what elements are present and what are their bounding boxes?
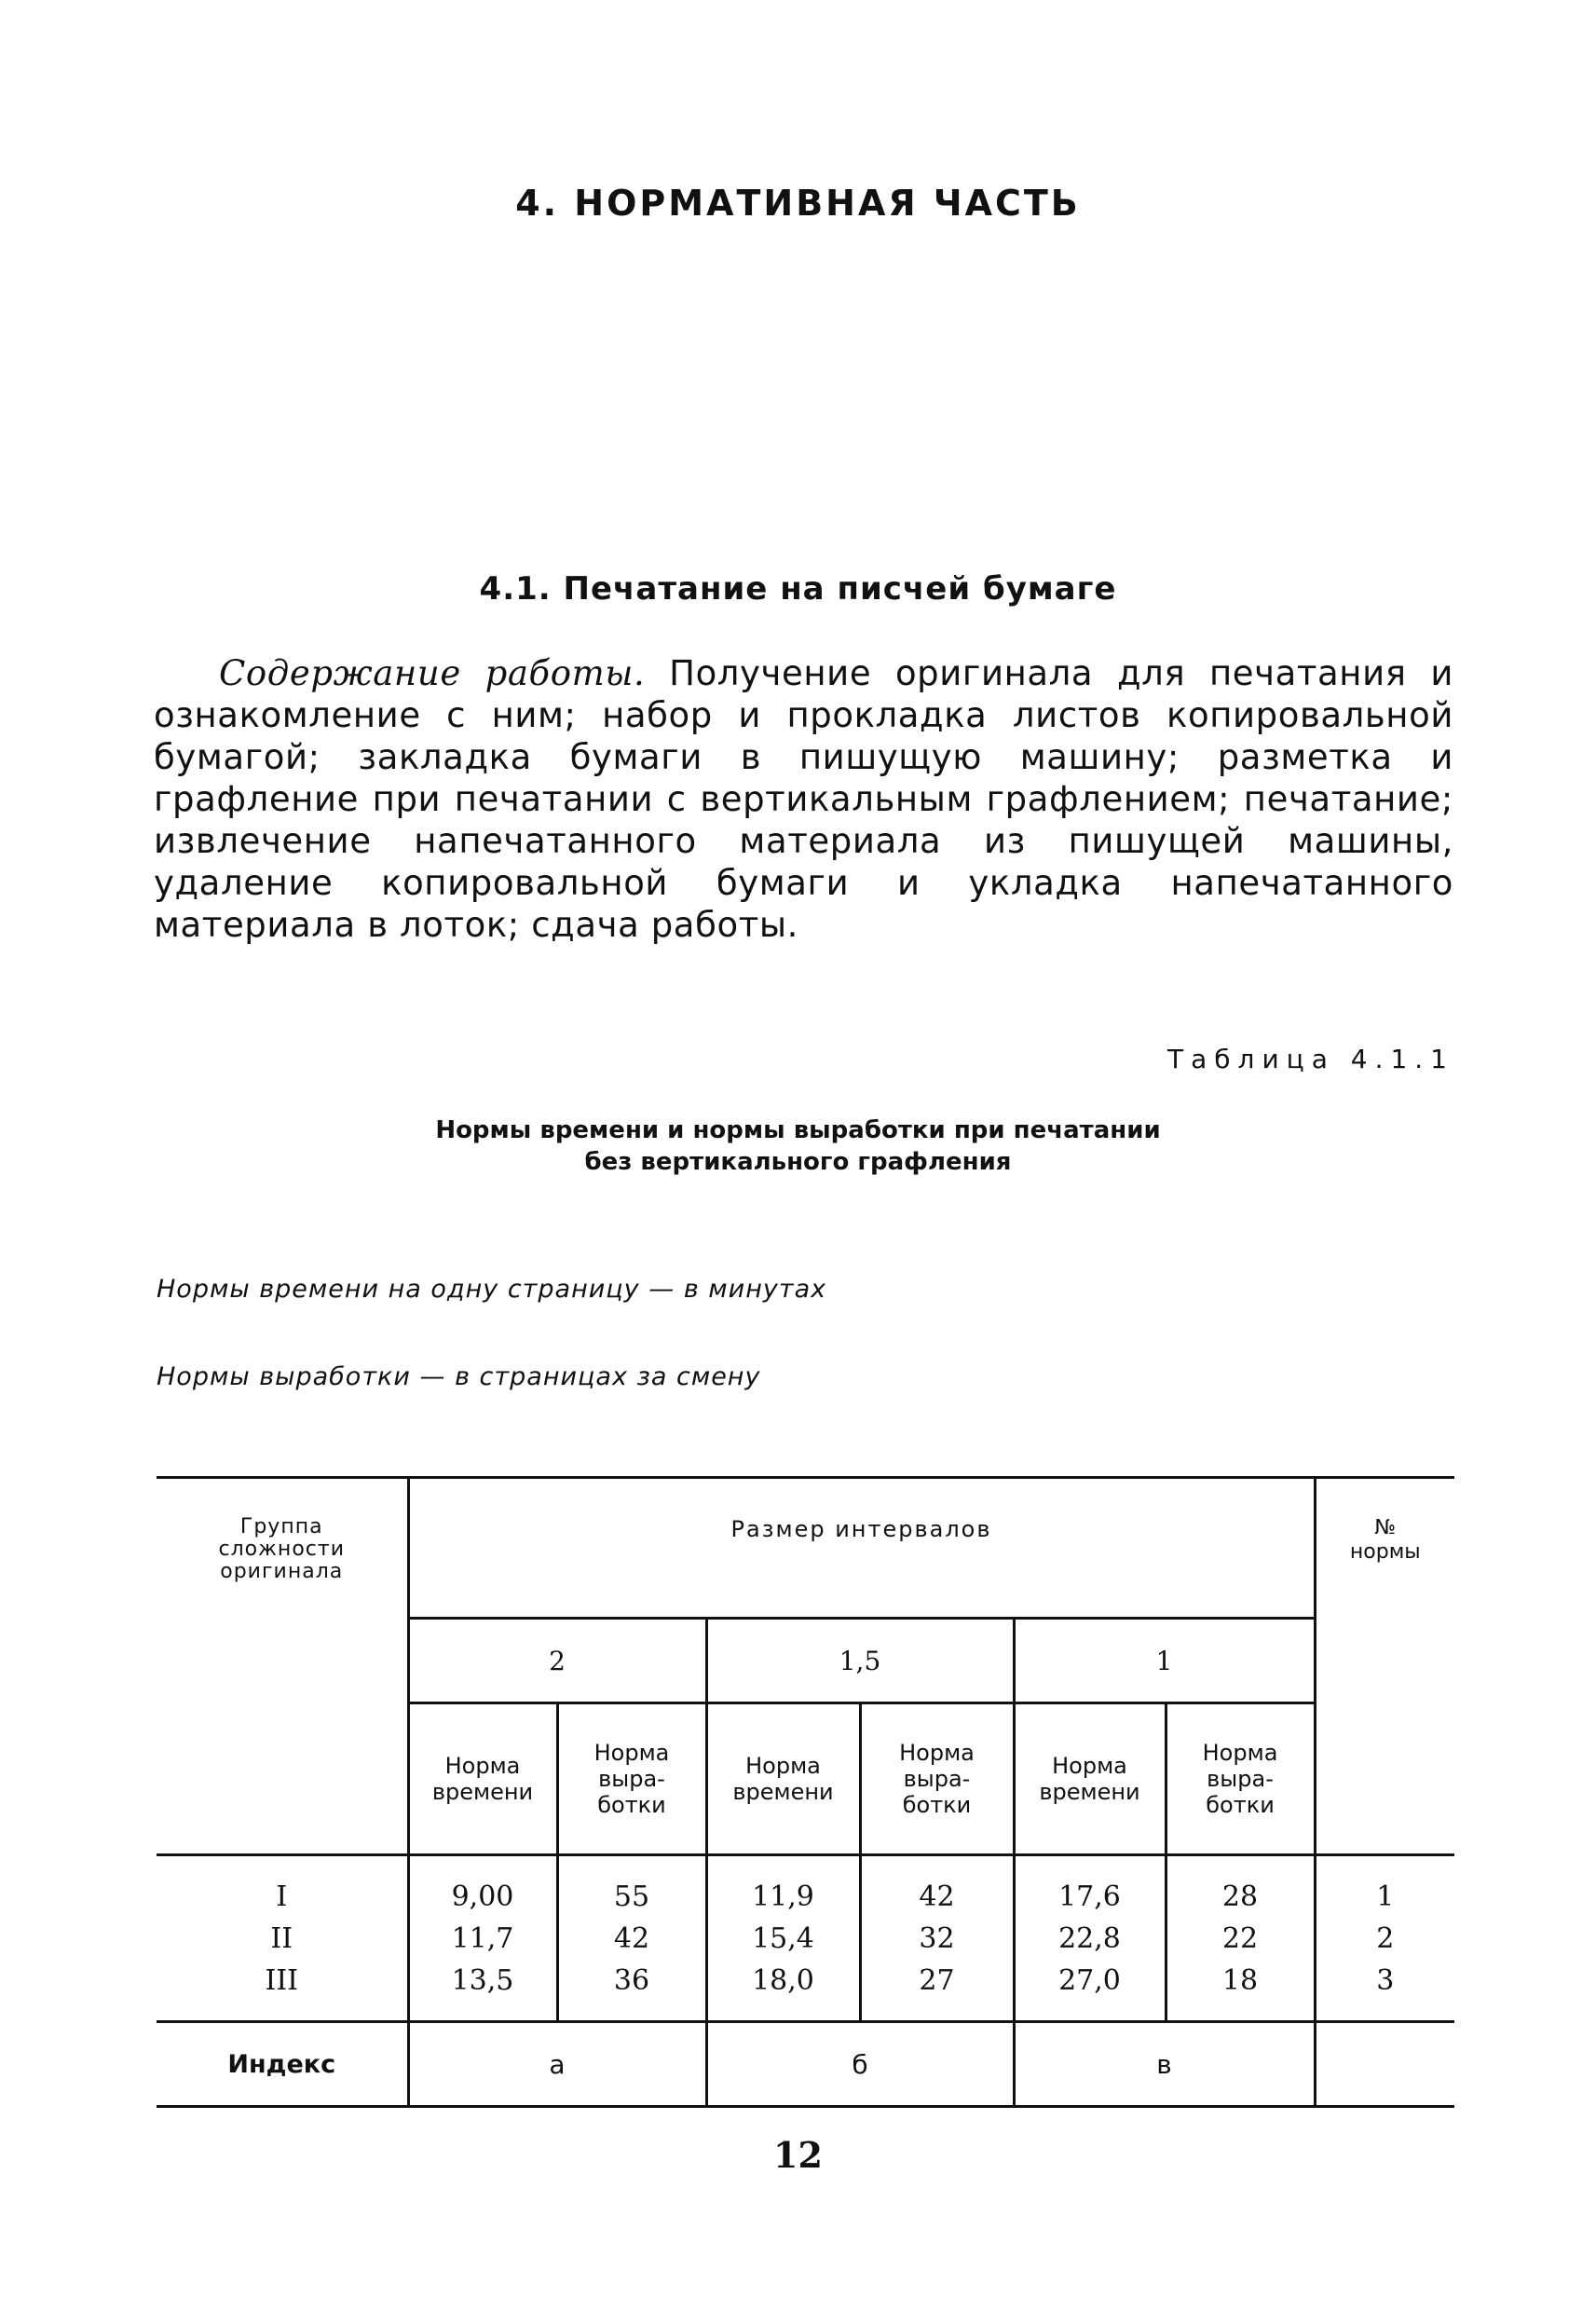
header-time-line-2: времени (431, 1779, 534, 1805)
value-cell: 42 (919, 1880, 955, 1913)
value-cell: 9,00 (451, 1880, 514, 1913)
norm-number-column (1315, 1855, 1454, 2022)
header-group-line-1: Группа (239, 1515, 323, 1538)
header-interval-2: 2 (408, 1619, 706, 1703)
index-row (157, 2022, 1454, 2107)
index-value-a: а (408, 2022, 706, 2107)
header-time-line-2: времени (1039, 1779, 1140, 1805)
header-output-line-1: Норма (593, 1740, 670, 1766)
header-output-norm (1166, 1703, 1315, 1855)
output-1-5-column (860, 1855, 1014, 2022)
time-1-column (1014, 1855, 1166, 2022)
header-output-line-2: выра- (1207, 1766, 1274, 1792)
value-cell: 28 (1221, 1880, 1259, 1913)
group-cell: II (270, 1921, 293, 1955)
page-number: 12 (773, 2134, 823, 2176)
value-cell: 18,0 (752, 1963, 814, 1997)
value-cell: 27,0 (1058, 1963, 1121, 1997)
data-row (157, 1855, 1454, 2022)
header-output-line-1: Норма (1202, 1740, 1278, 1766)
chapter-title: 4. НОРМАТИВНАЯ ЧАСТЬ (515, 183, 1081, 224)
header-norm-number (1315, 1478, 1454, 1855)
header-norm-number-line-1: № (1374, 1516, 1397, 1539)
index-label: Индекс (157, 2022, 408, 2107)
value-cell: 1 (1376, 1880, 1395, 1913)
value-cell: 2 (1376, 1921, 1395, 1955)
time-1-5-column (706, 1855, 860, 2022)
header-group-line-3: оригинала (220, 1560, 344, 1583)
output-1-column (1166, 1855, 1315, 2022)
time-unit-note: Нормы времени на одну страницу — в минутах (157, 1275, 827, 1304)
header-output-line-3: ботки (597, 1792, 666, 1818)
header-output-line-2: выра- (598, 1766, 665, 1792)
value-cell: 42 (613, 1921, 650, 1955)
header-output-line-2: выра- (903, 1766, 971, 1792)
value-cell: 55 (613, 1880, 650, 1913)
value-cell: 22 (1221, 1921, 1259, 1955)
time-2-column (408, 1855, 557, 2022)
header-time-line-2: времени (732, 1779, 834, 1805)
section-title: 4.1. Печатание на писчей бумаге (479, 570, 1117, 608)
index-empty-cell (1315, 2022, 1454, 2107)
header-interval-1-5: 1,5 (706, 1619, 1014, 1703)
output-2-column (557, 1855, 706, 2022)
index-value-b: б (706, 2022, 1014, 2107)
header-output-line-3: ботки (902, 1792, 972, 1818)
value-cell: 11,9 (752, 1880, 814, 1913)
value-cell: 13,5 (451, 1963, 514, 1997)
header-output-norm (557, 1703, 706, 1855)
value-cell: 22,8 (1058, 1921, 1121, 1955)
header-group-line-2: сложности (218, 1538, 345, 1561)
index-value-v: в (1014, 2022, 1315, 2107)
value-cell: 32 (919, 1921, 955, 1955)
group-cell: I (276, 1880, 288, 1913)
header-time-norm (408, 1703, 557, 1855)
table-caption-line-1: Нормы времени и нормы выработки при печатании (435, 1116, 1161, 1144)
value-cell: 27 (919, 1963, 955, 1997)
paragraph-lead: Содержание работы. (219, 653, 646, 693)
header-output-line-1: Норма (899, 1740, 975, 1766)
value-cell: 11,7 (451, 1921, 514, 1955)
output-unit-note: Нормы выработки — в страницах за смену (157, 1362, 761, 1391)
header-output-line-3: ботки (1206, 1792, 1275, 1818)
header-time-line-1: Норма (444, 1753, 521, 1779)
table-caption-line-2: без вертикального графления (584, 1148, 1012, 1176)
value-cell: 18 (1221, 1963, 1259, 1997)
header-time-line-1: Норма (1052, 1753, 1127, 1779)
group-column (157, 1855, 408, 2022)
header-group (157, 1478, 408, 1855)
table-caption (0, 1114, 1596, 1178)
value-cell: 17,6 (1058, 1880, 1121, 1913)
header-output-norm (860, 1703, 1014, 1855)
header-time-norm (1014, 1703, 1166, 1855)
header-row-1 (157, 1478, 1454, 1619)
value-cell: 15,4 (752, 1921, 814, 1955)
group-cell: III (265, 1963, 299, 1997)
header-interval-1: 1 (1014, 1619, 1315, 1703)
norms-table (157, 1476, 1454, 2108)
paragraph-text: Получение оригинала для печатания и ознакомление с ним; набор и прокладка листов копировальной бумагой; закладка бумаги в пишущую машину; разметка и графление при печатании с вертикальным графлением; печатание; извлечение напечатанного материала из пишущей машины, удаление копировальной бумаги и укладка напечатанного материала в лоток; сдача работы. (154, 653, 1454, 945)
header-time-line-1: Норма (745, 1753, 821, 1779)
value-cell: 36 (613, 1963, 650, 1997)
header-interval-size: Размер интервалов (408, 1478, 1315, 1619)
header-time-norm (706, 1703, 860, 1855)
work-content-paragraph (154, 652, 1453, 946)
header-norm-number-line-2: нормы (1349, 1540, 1421, 1564)
value-cell: 3 (1376, 1963, 1395, 1997)
table-label: Таблица 4.1.1 (1167, 1044, 1454, 1074)
